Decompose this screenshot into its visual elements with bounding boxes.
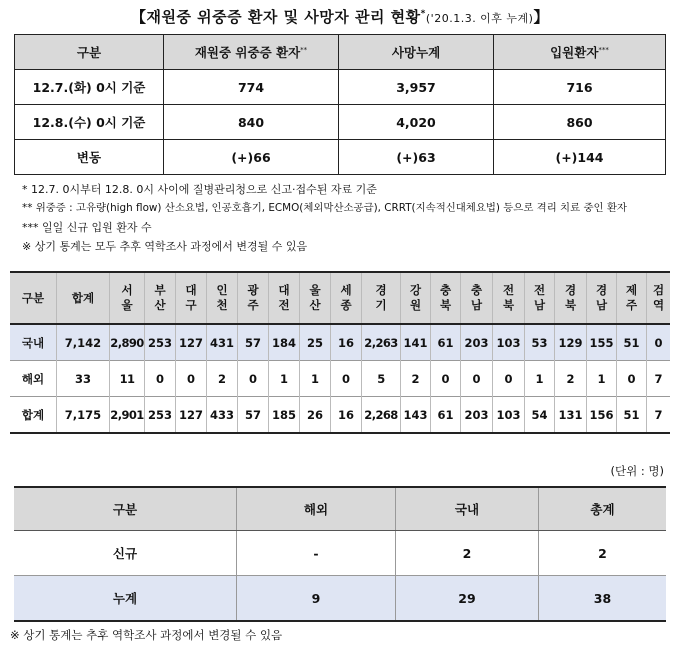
- table-cell: 433: [207, 397, 238, 434]
- table-cell: 131: [555, 397, 587, 434]
- table-cell: 0: [493, 361, 525, 397]
- table-cell: 716: [494, 70, 666, 105]
- table-row: [15, 105, 666, 140]
- table-cell: 9: [237, 576, 396, 622]
- table-cell: 11: [110, 361, 145, 397]
- table-cell: 253: [145, 324, 176, 361]
- table-cell: 7: [647, 361, 671, 397]
- table-cell: 155: [587, 324, 617, 361]
- header-cell: 제 주: [617, 272, 647, 324]
- table-cell: 16: [331, 397, 362, 434]
- header-cell: 대 구: [176, 272, 207, 324]
- row-label: 12.8.(수) 0시 기준: [15, 105, 164, 140]
- title-sup: *: [420, 9, 426, 19]
- table-cell: 57: [238, 324, 269, 361]
- header-cell: 구분: [15, 35, 164, 70]
- table-cell: 0: [617, 361, 647, 397]
- table-cell: 7: [647, 397, 671, 434]
- table-cell: 53: [525, 324, 555, 361]
- table-cell: 103: [493, 397, 525, 434]
- table-cell: 103: [493, 324, 525, 361]
- table-cell: 203: [461, 324, 493, 361]
- table-cell: 0: [145, 361, 176, 397]
- table-cell: 57: [238, 397, 269, 434]
- row-label: 12.7.(화) 0시 기준: [15, 70, 164, 105]
- title-sub: ('20.1.3. 이후 누계): [425, 12, 534, 25]
- note-line: *** 일일 신규 입원 환자 수: [22, 221, 152, 234]
- table-cell: 774: [164, 70, 339, 105]
- table-cell: 5: [362, 361, 401, 397]
- title-main: 【재원중 위중증 환자 및 사망자 관리 현황: [130, 8, 421, 26]
- header-cell: 충 북: [431, 272, 461, 324]
- regional-cases-table: [10, 271, 670, 434]
- table-cell: 61: [431, 397, 461, 434]
- table-row: [10, 397, 670, 434]
- table-cell: (+)66: [164, 140, 339, 175]
- table-cell: 1: [525, 361, 555, 397]
- header-cell: 경 남: [587, 272, 617, 324]
- table-cell: 2: [555, 361, 587, 397]
- table-row: [15, 70, 666, 105]
- table-row: [15, 140, 666, 175]
- table-header-row: [15, 35, 666, 70]
- table-cell: 2: [207, 361, 238, 397]
- table-cell: 29: [396, 576, 539, 622]
- table-cell: 184: [269, 324, 300, 361]
- table-cell: 38: [539, 576, 667, 622]
- table-cell: 840: [164, 105, 339, 140]
- title-close: 】: [533, 8, 549, 26]
- table-cell: 0: [647, 324, 671, 361]
- table-cell: 127: [176, 324, 207, 361]
- table-cell: 2,268: [362, 397, 401, 434]
- table-cell: 61: [431, 324, 461, 361]
- table-row: [14, 531, 666, 576]
- table-cell: 51: [617, 324, 647, 361]
- row-label: 합계: [10, 397, 57, 434]
- header-cell: 경 북: [555, 272, 587, 324]
- table-cell: 0: [238, 361, 269, 397]
- severe-cases-table: [14, 34, 666, 175]
- table-cell: 54: [525, 397, 555, 434]
- header-cell: 부 산: [145, 272, 176, 324]
- table-cell: 253: [145, 397, 176, 434]
- header-cell: 인 천: [207, 272, 238, 324]
- table-cell: 51: [617, 397, 647, 434]
- table-cell: 7,142: [57, 324, 110, 361]
- footnote: ※ 상기 통계는 추후 역학조사 과정에서 변경될 수 있음: [10, 628, 283, 642]
- table-cell: 25: [300, 324, 331, 361]
- table-cell: 431: [207, 324, 238, 361]
- note-line: ** 위중증 : 고유량(high flow) 산소요법, 인공호흡기, ECMO(체외막산소공급), CRRT(지속적신대체요법) 등으로 격리 치료 중인 환자: [22, 202, 627, 214]
- table-cell: 156: [587, 397, 617, 434]
- header-cell: 전 북: [493, 272, 525, 324]
- report-title: [0, 6, 680, 27]
- header-cell: 세 종: [331, 272, 362, 324]
- header-cell: 충 남: [461, 272, 493, 324]
- table-cell: 33: [57, 361, 110, 397]
- table-cell: 2,263: [362, 324, 401, 361]
- table-cell: 0: [431, 361, 461, 397]
- table-cell: 7,175: [57, 397, 110, 434]
- header-cell: 강 원: [401, 272, 431, 324]
- header-cell: 국내: [396, 487, 539, 531]
- table-cell: (+)144: [494, 140, 666, 175]
- header-cell: 울 산: [300, 272, 331, 324]
- header-cell: 총계: [539, 487, 667, 531]
- overseas-summary-table: [14, 486, 666, 622]
- row-label: 누계: [14, 576, 237, 622]
- note-line: * 12.7. 0시부터 12.8. 0시 사이에 질병관리청으로 신고·접수된 자료 기준: [22, 183, 377, 196]
- header-cell: 검 역: [647, 272, 671, 324]
- table-header-row: [14, 487, 666, 531]
- table-row: [10, 361, 670, 397]
- table-cell: 143: [401, 397, 431, 434]
- row-label: 신규: [14, 531, 237, 576]
- table-cell: 3,957: [339, 70, 494, 105]
- header-cell: 전 남: [525, 272, 555, 324]
- table-cell: 141: [401, 324, 431, 361]
- row-label: 국내: [10, 324, 57, 361]
- table-cell: -: [237, 531, 396, 576]
- row-label: 변동: [15, 140, 164, 175]
- table-cell: 4,020: [339, 105, 494, 140]
- table-row: [14, 576, 666, 622]
- table-cell: 185: [269, 397, 300, 434]
- header-cell: 합계: [57, 272, 110, 324]
- table-cell: 1: [300, 361, 331, 397]
- table-cell: 2: [539, 531, 667, 576]
- header-cell: 서 울: [110, 272, 145, 324]
- table-cell: 0: [331, 361, 362, 397]
- table-cell: 860: [494, 105, 666, 140]
- table-cell: 1: [587, 361, 617, 397]
- table-cell: 2,901: [110, 397, 145, 434]
- table-cell: 2,890: [110, 324, 145, 361]
- header-cell: 입원환자***: [494, 35, 666, 70]
- table-row: [10, 324, 670, 361]
- header-cell: 광 주: [238, 272, 269, 324]
- notes: [22, 180, 627, 256]
- header-cell: 재원중 위중증 환자**: [164, 35, 339, 70]
- header-cell: 사망누계: [339, 35, 494, 70]
- table-cell: (+)63: [339, 140, 494, 175]
- table-cell: 127: [176, 397, 207, 434]
- table-cell: 1: [269, 361, 300, 397]
- note-line: ※ 상기 통계는 모두 추후 역학조사 과정에서 변경될 수 있음: [22, 240, 308, 253]
- table-cell: 0: [176, 361, 207, 397]
- table-cell: 16: [331, 324, 362, 361]
- table-cell: 26: [300, 397, 331, 434]
- table-cell: 2: [396, 531, 539, 576]
- table-cell: 129: [555, 324, 587, 361]
- table-cell: 203: [461, 397, 493, 434]
- table-cell: 0: [461, 361, 493, 397]
- table-header-row: [10, 272, 670, 324]
- header-cell: 구분: [14, 487, 237, 531]
- unit-label: (단위 : 명): [610, 464, 664, 478]
- header-cell: 구분: [10, 272, 57, 324]
- header-cell: 경 기: [362, 272, 401, 324]
- header-cell: 대 전: [269, 272, 300, 324]
- header-cell: 해외: [237, 487, 396, 531]
- table-cell: 2: [401, 361, 431, 397]
- row-label: 해외: [10, 361, 57, 397]
